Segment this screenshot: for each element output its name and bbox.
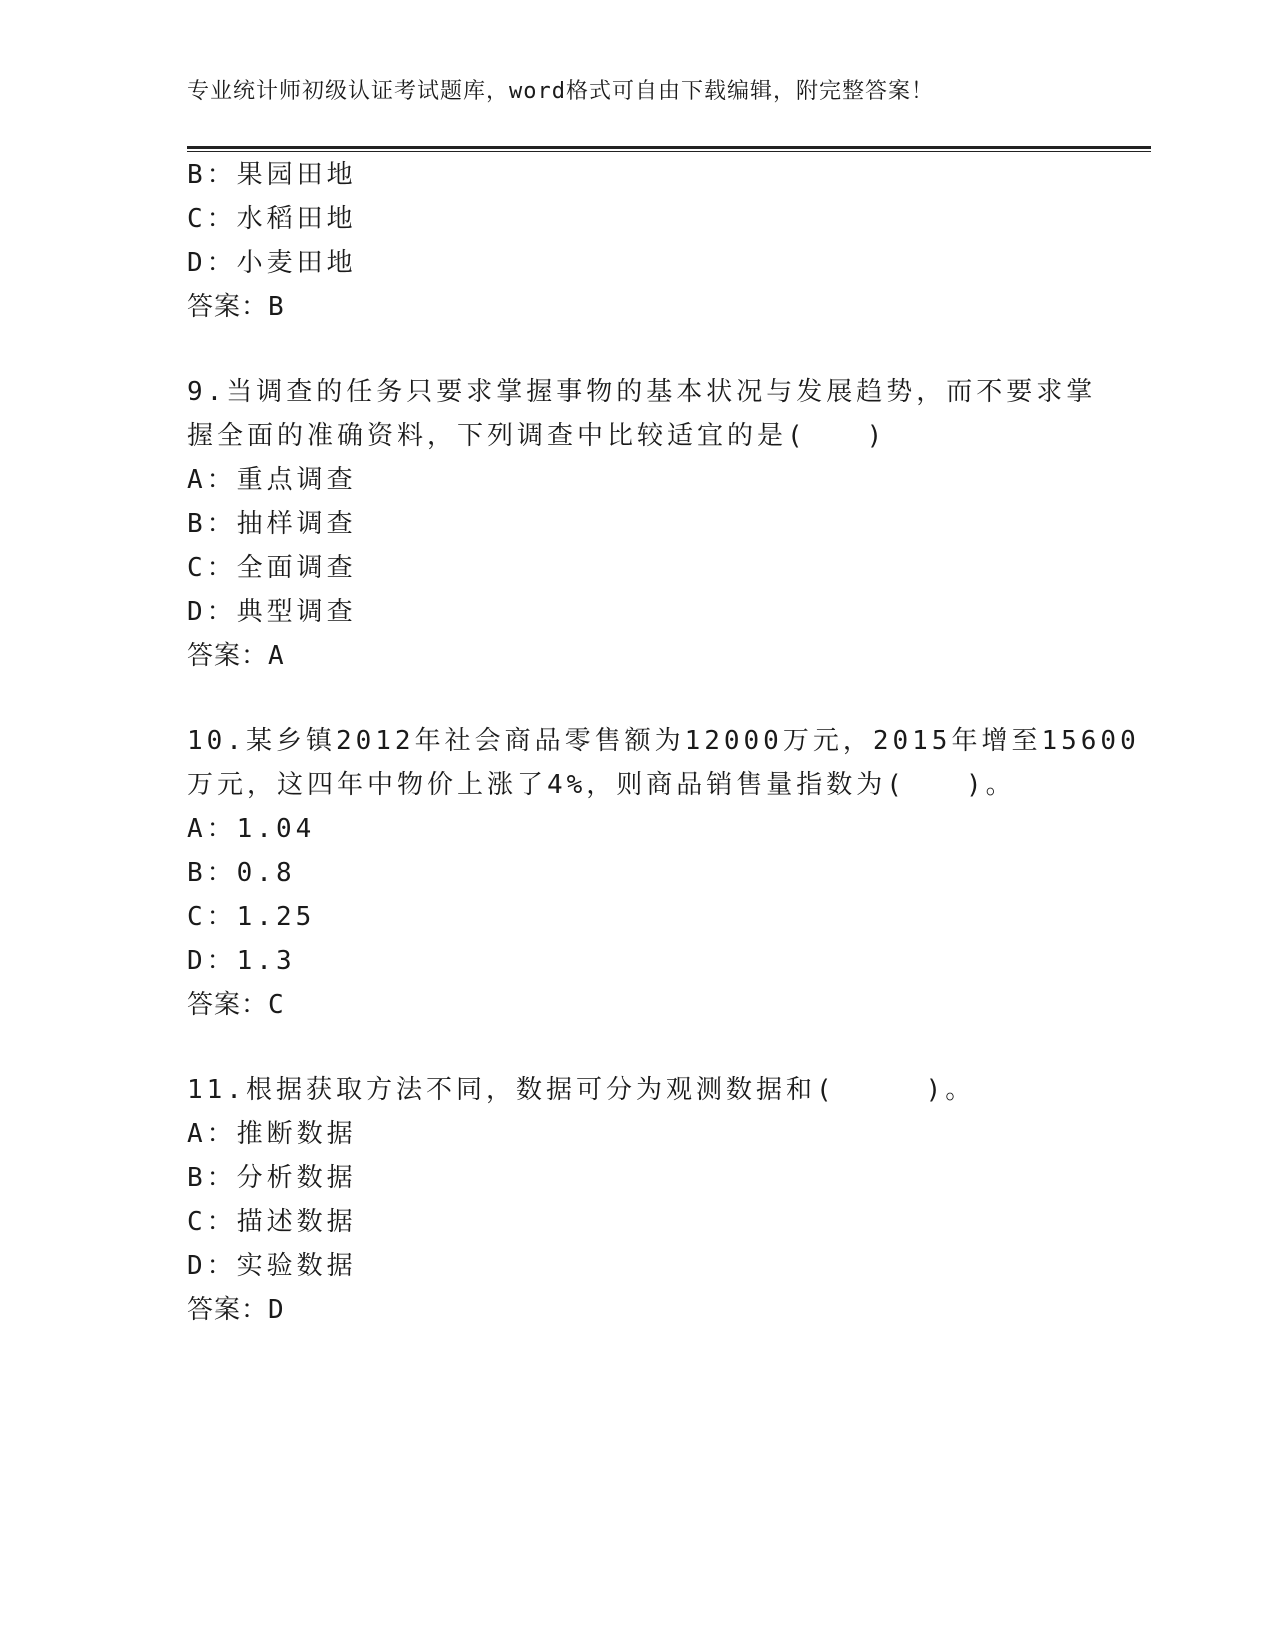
q9-option-a: A：重点调查 bbox=[187, 465, 357, 495]
q8-option-b: B：果园田地 bbox=[187, 160, 357, 190]
q9-option-d: D：典型调查 bbox=[187, 597, 357, 627]
q10-stem-line-1: 10.某乡镇2012年社会商品零售额为12000万元，2015年增至15600 bbox=[187, 726, 1140, 756]
q8-answer: 答案：B bbox=[187, 292, 285, 322]
q11-answer: 答案：D bbox=[187, 1295, 285, 1325]
q11-option-c: C：描述数据 bbox=[187, 1207, 357, 1237]
q11-stem-line-1: 11.根据获取方法不同，数据可分为观测数据和( )。 bbox=[187, 1075, 976, 1105]
q10-option-b: B：0.8 bbox=[187, 858, 296, 888]
header-rule-thin bbox=[187, 151, 1151, 152]
q10-stem-line-2: 万元，这四年中物价上涨了4%，则商品销售量指数为( )。 bbox=[187, 770, 1016, 800]
q10-answer: 答案：C bbox=[187, 990, 285, 1020]
header-rule-thick bbox=[187, 146, 1151, 149]
q11-option-d: D：实验数据 bbox=[187, 1251, 357, 1281]
q8-option-c: C：水稻田地 bbox=[187, 204, 357, 234]
q10-option-a: A：1.04 bbox=[187, 814, 316, 844]
q9-answer: 答案：A bbox=[187, 641, 285, 671]
q9-stem-line-1: 9.当调查的任务只要求掌握事物的基本状况与发展趋势，而不要求掌 bbox=[187, 377, 1097, 407]
q10-option-d: D：1.3 bbox=[187, 946, 296, 976]
q11-option-a: A：推断数据 bbox=[187, 1119, 357, 1149]
q8-option-d: D：小麦田地 bbox=[187, 248, 357, 278]
page-header: 专业统计师初级认证考试题库，word格式可自由下载编辑，附完整答案！ bbox=[187, 79, 934, 104]
q10-option-c: C：1.25 bbox=[187, 902, 316, 932]
q9-option-b: B：抽样调查 bbox=[187, 509, 357, 539]
q11-option-b: B：分析数据 bbox=[187, 1163, 357, 1193]
q9-option-c: C：全面调查 bbox=[187, 553, 357, 583]
q9-stem-line-2: 握全面的准确资料，下列调查中比较适宜的是( ) bbox=[187, 421, 887, 451]
